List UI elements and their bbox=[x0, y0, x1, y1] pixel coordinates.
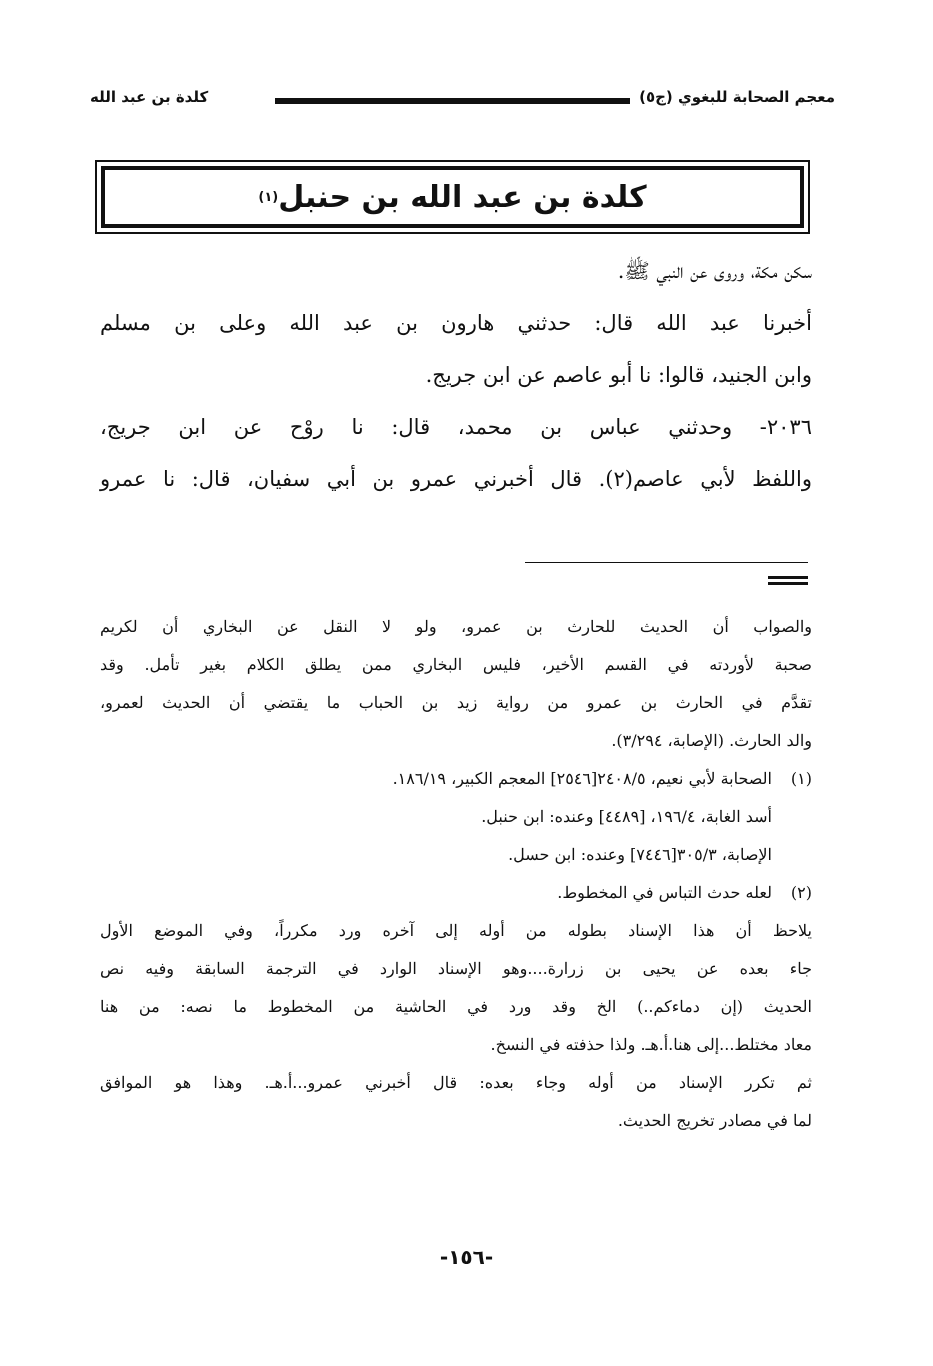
footnote-1-marker: (١) bbox=[790, 769, 812, 788]
footnote-line: والصواب أن الحديث للحارث بن عمرو، ولو لا النقل عن البخاري أن لكريم bbox=[100, 617, 812, 636]
footnote-2-marker: (٢) bbox=[790, 883, 812, 902]
header-rule bbox=[275, 98, 630, 104]
page-number: -١٥٦- bbox=[439, 1245, 494, 1269]
body-line: واللفظ لأبي عاصم(٢). قال أخبرني عمرو بن أبي سفيان، قال: نا عمرو bbox=[100, 467, 812, 491]
entry-title: كلدة بن عبد الله بن حنبل bbox=[278, 179, 647, 215]
body-line: أخبرنا عبد الله قال: حدثني هارون بن عبد الله وعلى بن مسلم bbox=[100, 311, 812, 335]
body-text bbox=[100, 245, 812, 505]
footnote-1-line: الصحابة لأبي نعيم، ٢٤٠٨/٥[٢٥٤٦] المعجم الكبير، ١٨٦/١٩. bbox=[392, 769, 772, 788]
footnotes bbox=[100, 608, 812, 1140]
footnote-line: معاد مختلط...إلى هنا.أ.هـ. ولذا حذفته في النسخ. bbox=[490, 1035, 812, 1054]
body-line: ٢٠٣٦- وحدثني عباس بن محمد، قال: نا روْح عن ابن جريج، bbox=[100, 415, 812, 439]
entry-title-box bbox=[95, 160, 810, 234]
footnote-line: يلاحظ أن هذا الإسناد بطوله من أوله إلى آخره ورد مكرراً، وفي الموضع الأول bbox=[100, 921, 812, 940]
footnote-line: صحبة لأوردته في القسم الأخير، فليس البخاري ممن يطلق الكلام بغير تأمل. وقد bbox=[100, 655, 812, 674]
body-line: وابن الجنيد، قالوا: نا أبو عاصم عن ابن جريج. bbox=[425, 363, 812, 387]
footnote-line: ثم تكرر الإسناد من أوله وجاء بعده: قال أخبرني عمرو...أ.هـ. وهذا هو الموافق bbox=[100, 1073, 812, 1092]
footnote-line: الحديث (إن دماءكم..) الخ وقد ورد في الحاشية من المخطوط ما نصه: من هنا bbox=[100, 997, 812, 1016]
footnote-2 bbox=[100, 874, 812, 912]
footnote-line: جاء بعده عن يحيى بن زرارة....وهو الإسناد الوارد في الترجمة السابقة وفيه نص bbox=[100, 959, 812, 978]
continuation-mark bbox=[768, 576, 808, 588]
footnote-1 bbox=[100, 760, 812, 798]
footnote-line: لما في مصادر تخريج الحديث. bbox=[617, 1111, 812, 1130]
section-title: كلدة بن عبد الله bbox=[90, 88, 209, 106]
footnote-line: أسد الغابة، ١٩٦/٤، [٤٤٨٩] وعنده: ابن حنبل. bbox=[481, 807, 772, 826]
entry-title-frame bbox=[101, 166, 804, 228]
entry-title-footnote-ref: (١) bbox=[258, 189, 279, 205]
footnote-2-line: لعله حدث التباس في المخطوط. bbox=[557, 883, 772, 902]
footnote-line: الإصابة، ٣٠٥/٣[٧٤٤٦] وعنده: ابن حسل. bbox=[508, 845, 772, 864]
book-title: معجم الصحابة للبغوي (ج٥) bbox=[639, 88, 835, 106]
footnote-line: تقدَّم في الحارث بن عمرو من رواية زيد بن الحباب ما يقتضي أن الحديث لعمرو، bbox=[100, 693, 812, 712]
running-header bbox=[90, 88, 835, 116]
body-line: سكن مكة، وروى عن النبي ﷺ. bbox=[617, 259, 812, 283]
footnote-line: والد الحارث. (الإصابة، ٣/٢٩٤). bbox=[611, 731, 812, 750]
footnote-separator bbox=[525, 562, 808, 563]
